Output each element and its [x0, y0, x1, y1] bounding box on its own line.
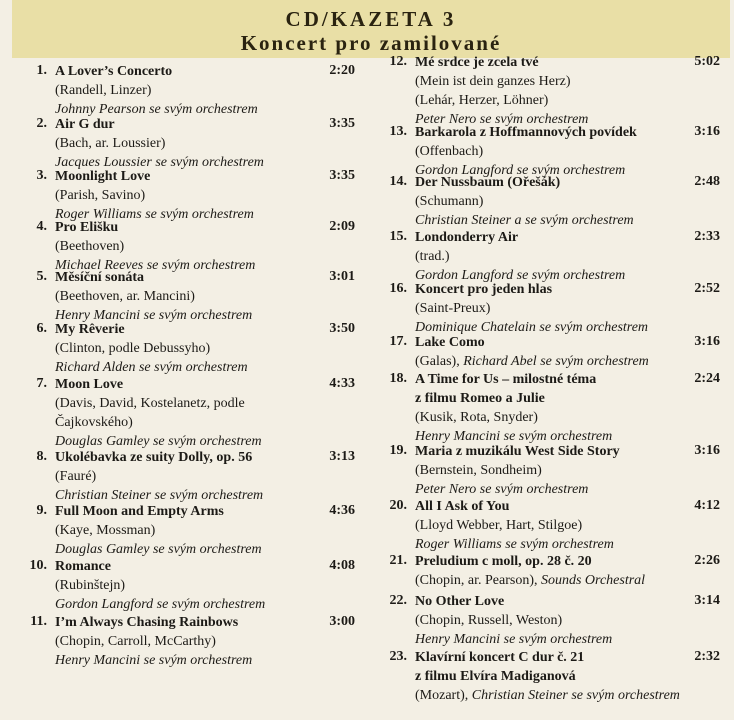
header-title: CD/KAZETA 3	[285, 7, 457, 31]
track-composer: (Bach, ar. Loussier)	[55, 136, 166, 151]
track-title: No Other Love	[415, 594, 505, 609]
header-subtitle: Koncert pro zamilované	[240, 31, 502, 55]
track-performer: Christian Steiner se svým orchestrem	[471, 688, 680, 703]
track-duration: 2:48	[694, 174, 720, 189]
track-duration: 2:26	[694, 553, 720, 568]
track-title: Moonlight Love	[55, 169, 151, 184]
track-performer: Christian Steiner se svým orchestrem	[55, 488, 264, 503]
track-composer: Čajkovského)	[55, 415, 133, 430]
track-duration: 2:33	[694, 229, 720, 244]
track-credits	[415, 352, 649, 371]
track-number: 1.	[36, 63, 47, 78]
track-number: 6.	[36, 321, 47, 336]
track-duration: 4:36	[329, 503, 355, 518]
track-title: A Lover’s Concerto	[55, 64, 173, 79]
track-composer: (Beethoven, ar. Mancini)	[55, 289, 195, 304]
track-performer: Roger Williams se svým orchestrem	[55, 207, 254, 222]
track-title: Pro Elišku	[55, 220, 119, 235]
track-title: My Rêverie	[55, 322, 125, 337]
track-title: Air G dur	[55, 117, 115, 132]
track-composer: (Lehár, Herzer, Löhner)	[415, 93, 549, 108]
track-title: Měsíční sonáta	[55, 270, 145, 285]
track-number: 23.	[389, 649, 407, 664]
track-composer: (Kusik, Rota, Snyder)	[415, 410, 538, 425]
track-duration: 3:16	[694, 334, 720, 349]
track-number: 13.	[389, 124, 407, 139]
track-composer: (Randell, Linzer)	[55, 83, 152, 98]
track-number: 4.	[36, 219, 47, 234]
track-duration: 3:35	[329, 116, 355, 131]
track-performer: Douglas Gamley se svým orchestrem	[55, 542, 262, 557]
track-duration: 3:00	[329, 614, 355, 629]
track-composer: (Beethoven)	[55, 239, 125, 254]
track-performer: Henry Mancini se svým orchestrem	[415, 429, 613, 444]
track-title: Der Nussbaum (Ořešák)	[415, 175, 561, 190]
track-title: Full Moon and Empty Arms	[55, 504, 224, 519]
track-performer: Henry Mancini se svým orchestrem	[415, 632, 613, 647]
track-number: 10.	[29, 558, 47, 573]
track-title: Moon Love	[55, 377, 124, 392]
track-composer: (Chopin, Carroll, McCarthy)	[55, 634, 216, 649]
track-composer: (Schumann)	[415, 194, 484, 209]
track-composer: (Saint-Preux)	[415, 301, 491, 316]
track-credits	[415, 571, 645, 590]
track-number: 3.	[36, 168, 47, 183]
track-composer: (Offenbach)	[415, 144, 484, 159]
track-duration: 3:50	[329, 321, 355, 336]
track-number: 18.	[389, 371, 407, 386]
track-title: z filmu Romeo a Julie	[415, 391, 545, 406]
track-composer: (Chopin, Russell, Weston)	[415, 613, 563, 628]
track-performer: Michael Reeves se svým orchestrem	[55, 258, 256, 273]
track-composer: (Rubinštejn)	[55, 578, 125, 593]
track-performer: Roger Williams se svým orchestrem	[415, 537, 614, 552]
track-composer: (Parish, Savino)	[55, 188, 146, 203]
track-duration: 3:14	[694, 593, 720, 608]
track-composer: (Davis, David, Kostelanetz, podle	[55, 396, 245, 411]
track-performer: Christian Steiner a se svým orchestrem	[415, 213, 634, 228]
track-number: 14.	[389, 174, 407, 189]
track-performer: Johnny Pearson se svým orchestrem	[55, 102, 258, 117]
track-duration: 3:01	[329, 269, 355, 284]
track-performer: Sounds Orchestral	[540, 573, 646, 588]
track-duration: 2:32	[694, 649, 720, 664]
header-banner	[12, 0, 730, 58]
track-number: 7.	[36, 376, 47, 391]
track-number: 8.	[36, 449, 47, 464]
track-performer: Jacques Loussier se svým orchestrem	[55, 155, 264, 170]
track-title: I’m Always Chasing Rainbows	[55, 615, 239, 630]
track-performer: Richard Alden se svým orchestrem	[55, 360, 248, 375]
track-title: A Time for Us – milostné téma	[415, 372, 597, 387]
track-title: Maria z muzikálu West Side Story	[415, 444, 620, 459]
track-title: Klavírní koncert C dur č. 21	[415, 650, 585, 665]
track-title: z filmu Elvíra Madiganová	[415, 669, 576, 684]
track-performer: Peter Nero se svým orchestrem	[415, 112, 589, 127]
track-duration: 4:33	[329, 376, 355, 391]
track-title: Mé srdce je zcela tvé	[415, 55, 539, 70]
track-performer: Gordon Langford se svým orchestrem	[415, 163, 626, 178]
track-duration: 2:20	[329, 63, 355, 78]
track-duration: 3:16	[694, 443, 720, 458]
track-composer: (trad.)	[415, 249, 450, 264]
track-performer: Douglas Gamley se svým orchestrem	[55, 434, 262, 449]
track-number: 17.	[389, 334, 407, 349]
track-duration: 2:52	[694, 281, 720, 296]
track-duration: 4:08	[329, 558, 355, 573]
track-number: 9.	[36, 503, 47, 518]
track-composer: (Fauré)	[55, 469, 97, 484]
track-composer: (Galas),	[415, 354, 464, 369]
track-number: 15.	[389, 229, 407, 244]
track-performer: Gordon Langford se svým orchestrem	[415, 268, 626, 283]
track-performer: Henry Mancini se svým orchestrem	[55, 308, 253, 323]
track-composer: (Bernstein, Sondheim)	[415, 463, 542, 478]
track-performer: Gordon Langford se svým orchestrem	[55, 597, 266, 612]
track-performer: Richard Abel se svým orchestrem	[463, 354, 649, 369]
track-duration: 3:16	[694, 124, 720, 139]
track-title: Lake Como	[415, 335, 485, 350]
track-number: 2.	[36, 116, 47, 131]
track-composer: (Chopin, ar. Pearson),	[415, 573, 541, 588]
track-performer: Henry Mancini se svým orchestrem	[55, 653, 253, 668]
track-duration: 3:35	[329, 168, 355, 183]
track-number: 5.	[36, 269, 47, 284]
track-composer: (Kaye, Mossman)	[55, 523, 156, 538]
track-title: Barkarola z Hoffmannových povídek	[415, 125, 637, 140]
track-number: 20.	[389, 498, 407, 513]
track-title: Preludium c moll, op. 28 č. 20	[415, 554, 592, 569]
track-composer: (Lloyd Webber, Hart, Stilgoe)	[415, 518, 583, 533]
track-number: 16.	[389, 281, 407, 296]
track-number: 19.	[389, 443, 407, 458]
track-number: 11.	[30, 614, 47, 629]
track-title: Ukolébavka ze suity Dolly, op. 56	[55, 450, 253, 465]
track-duration: 2:24	[694, 371, 720, 386]
track-title: (Mein ist dein ganzes Herz)	[415, 74, 571, 89]
track-duration: 4:12	[694, 498, 720, 513]
track-number: 22.	[389, 593, 407, 608]
track-title: All I Ask of You	[415, 499, 510, 514]
track-performer: Dominique Chatelain se svým orchestrem	[415, 320, 649, 335]
track-duration: 2:09	[329, 219, 355, 234]
track-duration: 3:13	[329, 449, 355, 464]
track-credits	[415, 686, 680, 705]
track-performer: Peter Nero se svým orchestrem	[415, 482, 589, 497]
track-title: Londonderry Air	[415, 230, 519, 245]
track-composer: (Clinton, podle Debussyho)	[55, 341, 211, 356]
track-duration: 5:02	[694, 54, 720, 69]
track-composer: (Mozart),	[415, 688, 472, 703]
track-number: 12.	[389, 54, 407, 69]
track-title: Koncert pro jeden hlas	[415, 282, 553, 297]
track-number: 21.	[389, 553, 407, 568]
track-title: Romance	[55, 559, 111, 574]
